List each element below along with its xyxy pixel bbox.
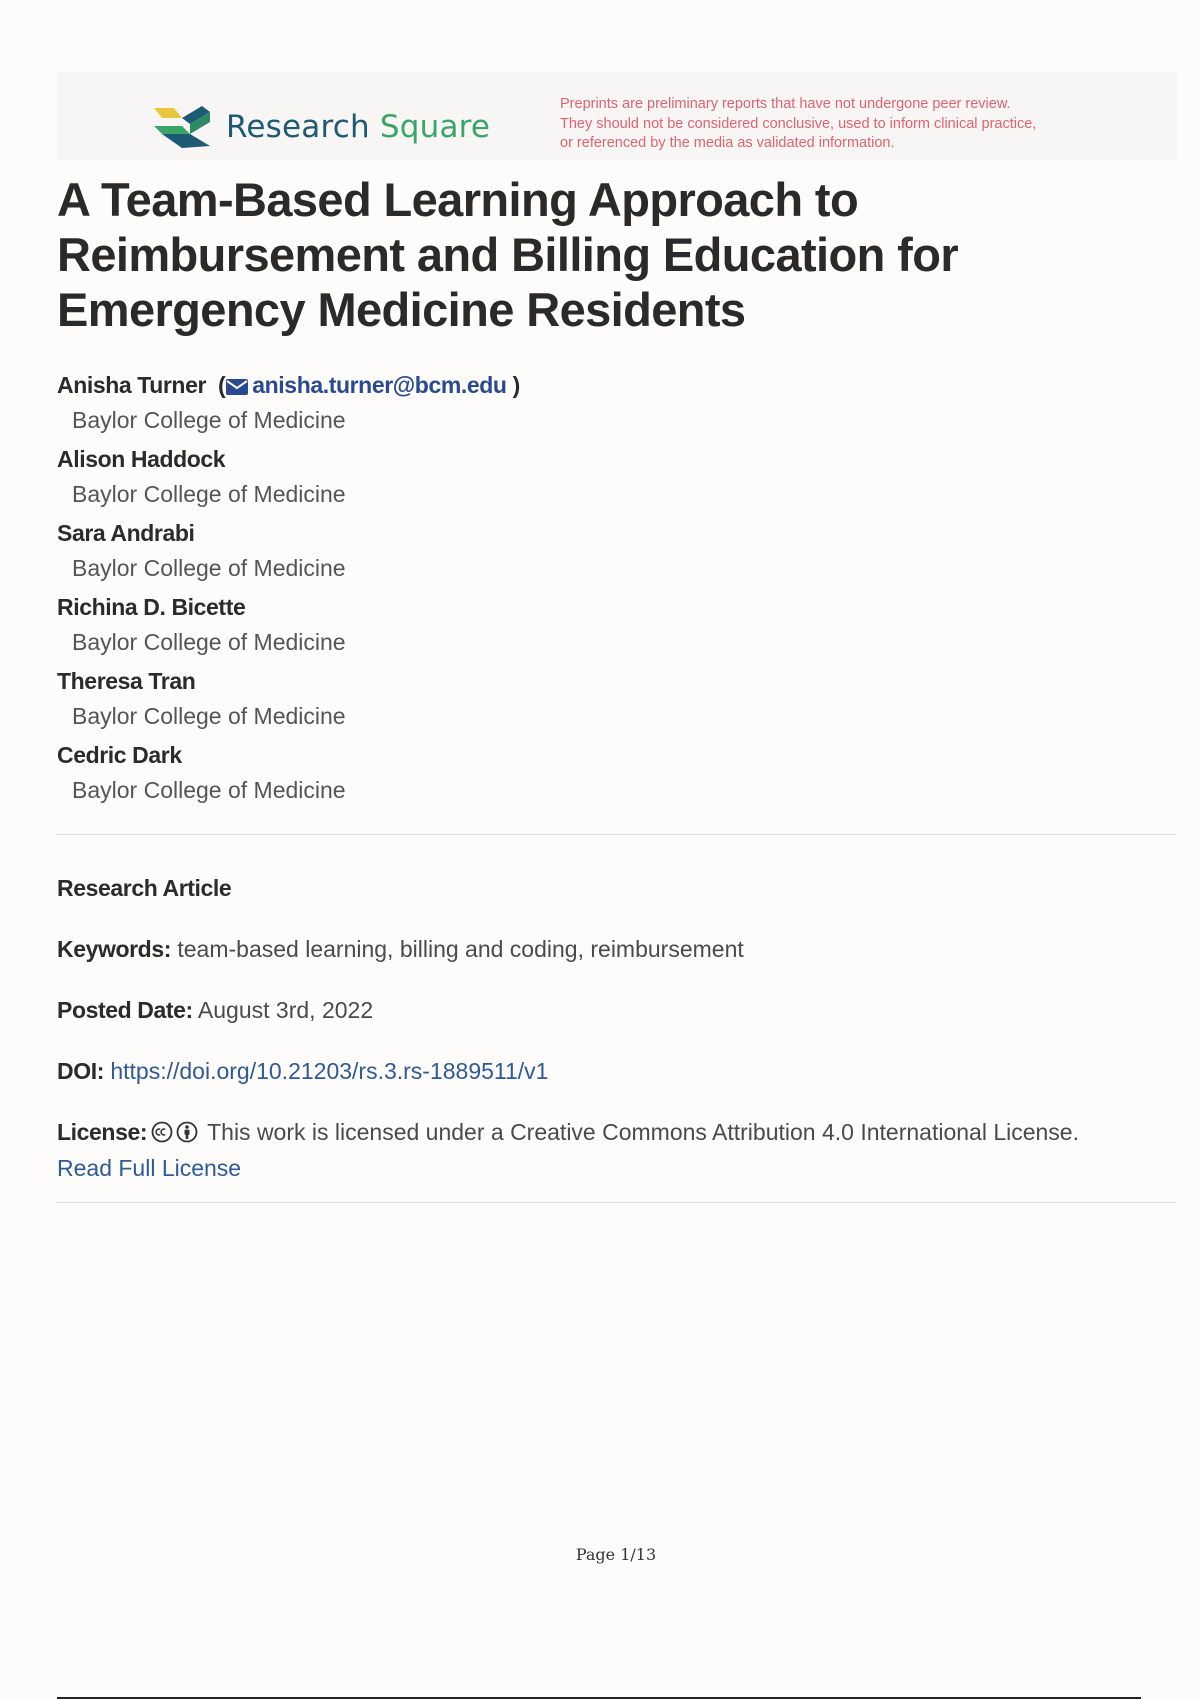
disclaimer-line: or referenced by the media as validated information. — [560, 135, 895, 151]
doi-link[interactable]: https://doi.org/10.21203/rs.3.rs-1889511/v1 — [110, 1058, 549, 1084]
license-link-row — [57, 1150, 1177, 1186]
article-type: Research Article — [57, 875, 232, 901]
author-name: Anisha Turner ( anisha.turner@bcm.edu ) — [57, 372, 520, 398]
author-list — [57, 369, 1057, 813]
author-entry — [57, 443, 1057, 517]
page-number: Page 1/13 — [575, 1545, 657, 1564]
author-affiliation: Baylor College of Medicine — [72, 481, 346, 507]
posted-date-label: Posted Date: — [57, 997, 193, 1023]
author-affiliation: Baylor College of Medicine — [72, 555, 346, 581]
author-entry — [57, 739, 1057, 813]
preprint-disclaimer — [560, 95, 1120, 154]
author-name: Alison Haddock — [57, 446, 226, 472]
author-name: Theresa Tran — [57, 668, 196, 694]
author-name: Richina D. Bicette — [57, 594, 246, 620]
title-line: Reimbursement and Billing Education for — [57, 228, 959, 281]
bottom-rule — [57, 1697, 1141, 1699]
logo-wordmark: Research Square — [226, 109, 491, 145]
title-line: A Team-Based Learning Approach to — [57, 173, 859, 226]
author-affiliation: Baylor College of Medicine — [72, 629, 346, 655]
envelope-icon — [225, 378, 249, 396]
posted-date-value: August 3rd, 2022 — [197, 997, 374, 1023]
license-text: This work is licensed under a Creative Commons Attribution 4.0 International License. — [207, 1119, 1079, 1145]
research-square-logo[interactable] — [152, 102, 490, 152]
author-affiliation: Baylor College of Medicine — [72, 407, 346, 433]
author-email-link[interactable]: anisha.turner@bcm.edu — [252, 372, 507, 398]
author-entry — [57, 369, 1057, 443]
doi-row — [57, 1053, 1177, 1089]
author-email-wrapper: ( anisha.turner@bcm.edu ) — [212, 372, 520, 398]
divider — [57, 834, 1177, 835]
keywords-label: Keywords: — [57, 936, 171, 962]
disclaimer-line: Preprints are preliminary reports that have not undergone peer review. — [560, 96, 1011, 112]
author-name: Cedric Dark — [57, 742, 182, 768]
author-entry — [57, 665, 1057, 739]
doi-label: DOI: — [57, 1058, 104, 1084]
license-row — [57, 1114, 1177, 1150]
posted-date-row — [57, 992, 1177, 1028]
author-entry — [57, 517, 1057, 591]
author-affiliation: Baylor College of Medicine — [72, 703, 346, 729]
creative-commons-by-icon — [151, 1120, 199, 1144]
paper-title — [57, 172, 1137, 337]
keywords-value: team-based learning, billing and coding, reimbursement — [177, 936, 744, 962]
author-affiliation: Baylor College of Medicine — [72, 777, 346, 803]
research-square-logo-icon — [152, 104, 212, 150]
title-line: Emergency Medicine Residents — [57, 283, 746, 336]
author-entry — [57, 591, 1057, 665]
read-full-license-link[interactable]: Read Full License — [57, 1155, 242, 1181]
license-label: License: — [57, 1119, 148, 1145]
disclaimer-line: They should not be considered conclusive, used to inform clinical practice, — [560, 115, 1037, 132]
keywords-row — [57, 931, 1177, 967]
divider — [57, 1202, 1177, 1203]
author-name: Sara Andrabi — [57, 520, 195, 546]
